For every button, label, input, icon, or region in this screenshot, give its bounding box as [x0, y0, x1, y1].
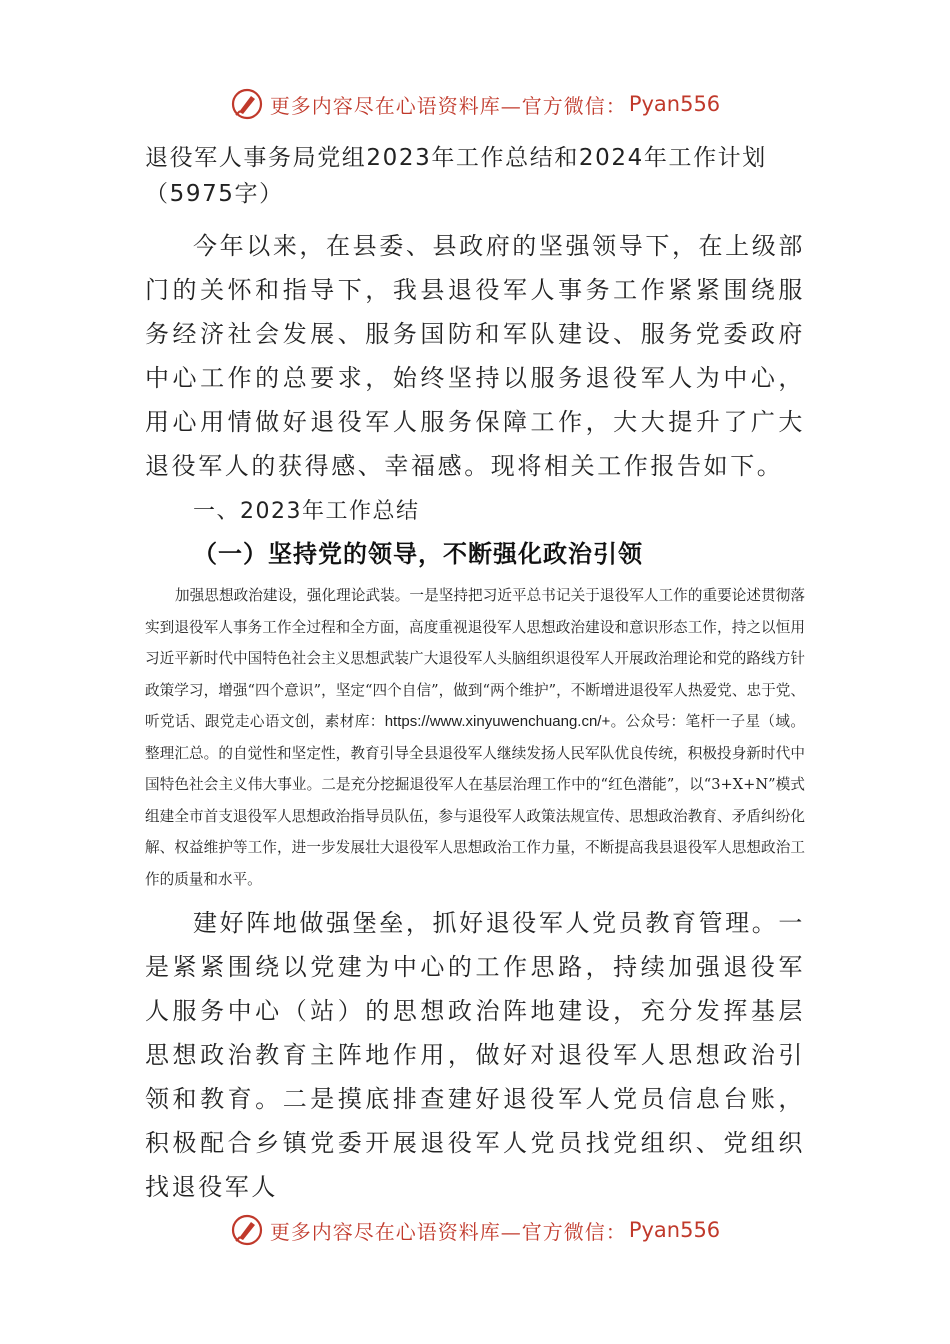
pen-nib-circle-icon	[230, 87, 264, 121]
watermark-banner-bottom	[0, 1210, 950, 1250]
watermark-banner-top	[0, 84, 950, 124]
watermark-wechat-id: Pyan556	[628, 1218, 721, 1242]
watermark-text: 更多内容尽在心语资料库—官方微信：	[269, 1219, 627, 1244]
party-member-paragraph: 建好阵地做强堡垒，抓好退役军人党员教育管理。一是紧紧围绕以党建为中心的工作思路，持续加强退役军人服务中心（站）的思想政治阵地建设，充分发挥基层思想政治教育主阵地作用，做好对退役军人思想政治引领和教育。二是摸底排查建好退役军人党员信息台账，积极配合乡镇党委开展退役军人党员找党组织、党组织找退役军人	[145, 909, 805, 1201]
paragraph-text-b: 。公众号：笔杆一子星（域。整理汇总。的自觉性和坚定性，教育引导全县退役军人继续发扬人民军队优良传统，积极投身新时代中国特色社会主义伟大事业。二是充分挖掘退役军人在基层治理工作中的“红色潜能”，以“3+X+N”模式组建全市首支退役军人思想政治指导员队伍，参与退役军人政策法规宣传、思想政治教育、矛盾纠纷化解、权益维护等工作，进一步发展壮大退役军人思想政治工作力量，不断提高我县退役军人思想政治工作的质量和水平。	[145, 713, 805, 888]
resource-url-text: https://www.xinyuwenchuang.cn/+	[384, 713, 611, 730]
intro-paragraph: 今年以来，在县委、县政府的坚强领导下，在上级部门的关怀和指导下，我县退役军人事务工作紧紧围绕服务经济社会发展、服务国防和军队建设、服务党委政府中心工作的总要求，始终坚持以服务退役军人为中心，用心用情做好退役军人服务保障工作，大大提升了广大退役军人的获得感、幸福感。现将相关工作报告如下。	[145, 232, 805, 480]
watermark-wechat-id: Pyan556	[628, 92, 721, 116]
document-body	[145, 140, 805, 1209]
section-heading: 一、2023年工作总结	[193, 499, 420, 524]
watermark-text: 更多内容尽在心语资料库—官方微信：	[269, 93, 627, 118]
subsection-heading: （一）坚持党的领导，不断强化政治引领	[193, 540, 643, 568]
document-title: 退役军人事务局党组2023年工作总结和2024年工作计划（5975字）	[145, 145, 767, 207]
pen-nib-circle-icon	[230, 1213, 264, 1247]
political-building-paragraph	[145, 580, 805, 895]
paragraph-text-a: 加强思想政治建设，强化理论武装。一是坚持把习近平总书记关于退役军人工作的重要论述贯彻落实到退役军人事务工作全过程和全方面，高度重视退役军人思想政治建设和意识形态工作，持之以恒用习近平新时代中国特色社会主义思想武装广大退役军人头脑组织退役军人开展政治理论和党的路线方针政策学习，增强“四个意识”，坚定“四个自信”，做到“两个维护”，不断增进退役军人热爱党、忠于党、听党话、跟党走心语文创，素材库：	[145, 587, 805, 730]
